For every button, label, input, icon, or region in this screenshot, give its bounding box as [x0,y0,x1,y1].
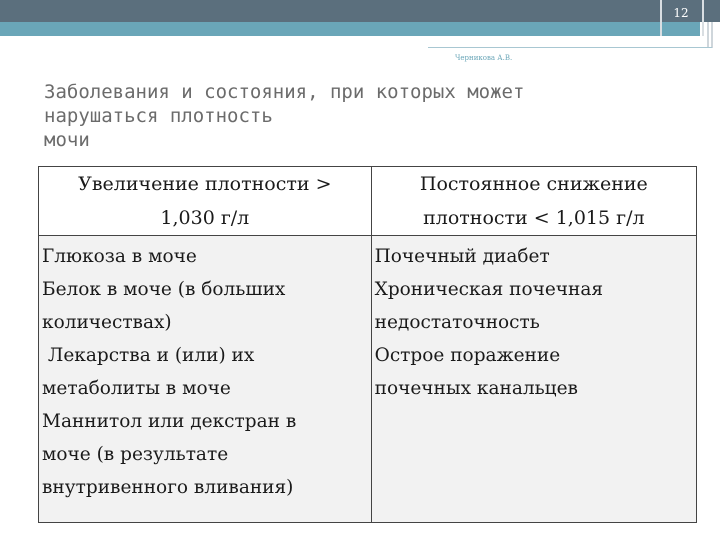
cell-increase-causes [39,236,372,523]
author-label: Черникова А.В. [455,54,513,62]
cell-decrease-causes [371,236,696,523]
top-band-dark [0,0,720,22]
list-item: Маннитол или декстран в [42,411,297,432]
slide-title [44,80,664,152]
list-item: Глюкоза в моче [42,246,197,267]
list-item: Хроническая почечная [374,279,604,300]
top-band-teal [0,22,700,36]
table-row [39,236,697,523]
list-item: Почечный диабет [374,246,550,267]
header-increase [39,167,372,236]
list-item: метаболиты в моче [42,378,231,399]
header-line: Увеличение плотности > [78,173,332,195]
list-item: внутривенного вливания) [42,477,294,498]
page-number: 12 [673,6,689,20]
title-line: Заболевания и состояния, при которых может [44,81,525,103]
list-item: почечных канальцев [374,378,578,399]
list-item: количествах) [42,312,172,333]
list-item: недостаточность [374,312,540,333]
list-item: моче (в результате [42,444,229,465]
list-item: Острое поражение [374,345,561,366]
header-decrease [371,167,696,236]
title-line: мочи [44,129,90,151]
title-line: нарушаться плотность [44,105,273,127]
list-item: Лекарства и (или) их [42,345,255,366]
list-item: Белок в моче (в больших [42,279,286,300]
decorative-right-bar [707,22,713,48]
table-header-row [39,167,697,236]
header-divider [428,47,712,48]
density-table [38,166,697,523]
header-line: 1,030 г/л [160,207,250,229]
header-line: Постоянное снижение [419,173,648,195]
header-line: плотности < 1,015 г/л [423,207,645,229]
